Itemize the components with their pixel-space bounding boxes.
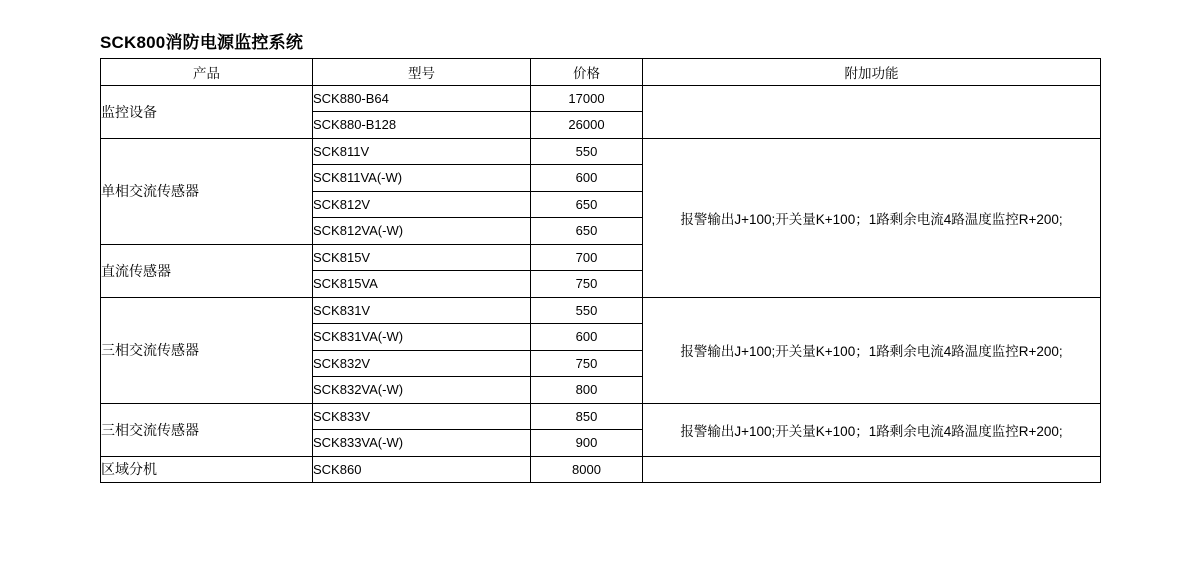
model-cell: SCK860 — [313, 456, 531, 483]
product-cell: 监控设备 — [101, 85, 313, 138]
product-cell: 区域分机 — [101, 456, 313, 483]
price-cell: 900 — [531, 430, 643, 457]
price-cell: 550 — [531, 297, 643, 324]
extra-function-cell — [643, 456, 1101, 483]
table-row — [101, 456, 1101, 483]
column-header-price: 价格 — [531, 59, 643, 86]
extra-function-cell: 报警输出J+100;开关量K+100；1路剩余电流4路温度监控R+200; — [643, 297, 1101, 403]
model-cell: SCK832V — [313, 350, 531, 377]
price-cell: 800 — [531, 377, 643, 404]
price-cell: 650 — [531, 218, 643, 245]
price-cell: 750 — [531, 350, 643, 377]
model-cell: SCK811V — [313, 138, 531, 165]
product-cell: 三相交流传感器 — [101, 297, 313, 403]
model-cell: SCK831V — [313, 297, 531, 324]
price-cell: 600 — [531, 324, 643, 351]
column-header-model: 型号 — [313, 59, 531, 86]
model-cell: SCK811VA(-W) — [313, 165, 531, 192]
page-title: SCK800消防电源监控系统 — [100, 33, 304, 52]
table-header-row — [101, 59, 1101, 86]
table-row — [101, 85, 1101, 112]
price-cell: 8000 — [531, 456, 643, 483]
table-row — [101, 138, 1101, 165]
model-cell: SCK833VA(-W) — [313, 430, 531, 457]
model-cell: SCK815V — [313, 244, 531, 271]
price-cell: 550 — [531, 138, 643, 165]
price-cell: 600 — [531, 165, 643, 192]
price-cell: 750 — [531, 271, 643, 298]
model-cell: SCK880-B128 — [313, 112, 531, 139]
product-cell: 三相交流传感器 — [101, 403, 313, 456]
table-row — [101, 403, 1101, 430]
model-cell: SCK831VA(-W) — [313, 324, 531, 351]
table-row — [101, 297, 1101, 324]
extra-function-cell: 报警输出J+100;开关量K+100；1路剩余电流4路温度监控R+200; — [643, 403, 1101, 456]
column-header-extra: 附加功能 — [643, 59, 1101, 86]
model-cell: SCK833V — [313, 403, 531, 430]
model-cell: SCK815VA — [313, 271, 531, 298]
extra-function-cell — [643, 85, 1101, 138]
model-cell: SCK832VA(-W) — [313, 377, 531, 404]
product-price-table — [100, 58, 1101, 483]
price-cell: 650 — [531, 191, 643, 218]
price-cell: 700 — [531, 244, 643, 271]
price-cell: 26000 — [531, 112, 643, 139]
column-header-product: 产品 — [101, 59, 313, 86]
model-cell: SCK880-B64 — [313, 85, 531, 112]
extra-function-cell: 报警输出J+100;开关量K+100；1路剩余电流4路温度监控R+200; — [643, 138, 1101, 297]
price-cell: 850 — [531, 403, 643, 430]
price-cell: 17000 — [531, 85, 643, 112]
product-cell: 单相交流传感器 — [101, 138, 313, 244]
product-cell: 直流传感器 — [101, 244, 313, 297]
model-cell: SCK812V — [313, 191, 531, 218]
model-cell: SCK812VA(-W) — [313, 218, 531, 245]
